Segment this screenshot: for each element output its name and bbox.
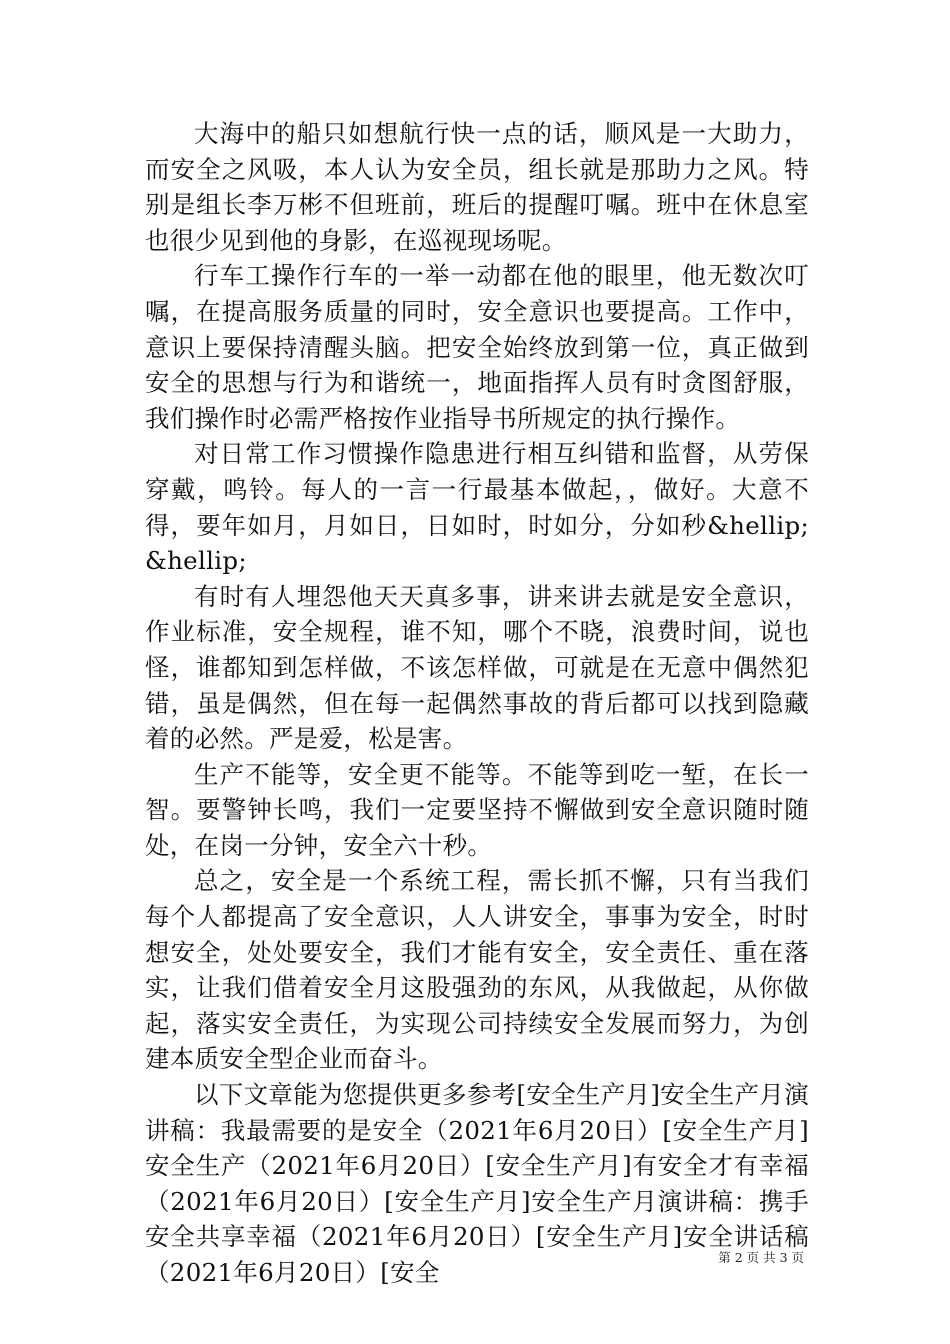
paragraph: 有时有人埋怨他天天真多事，讲来讲去就是安全意识，作业标准，安全规程，谁不知，哪个不晓，浪费时间，说也怪，谁都知到怎样做，不该怎样做，可就是在无意中偶然犯错，虽是偶然，但在每一起偶然事故的背后都可以找到隐藏着的必然。严是爱，松是害。	[145, 581, 809, 754]
paragraph: 总之，安全是一个系统工程，需长抓不懈，只有当我们每个人都提高了安全意识，人人讲安全，事事为安全，时时想安全，处处要安全，我们才能有安全，安全责任、重在落实，让我们借着安全月这股强劲的东风，从我做起，从你做起，落实安全责任，为实现公司持续安全发展而努力，为创建本质安全型企业而奋斗。	[145, 866, 809, 1074]
page-number-footer: 第 2 页 共 3 页	[718, 1250, 804, 1265]
paragraph: 行车工操作行车的一举一动都在他的眼里，他无数次叮嘱，在提高服务质量的同时，安全意识也要提高。工作中，意识上要保持清醒头脑。把安全始终放到第一位，真正做到安全的思想与行为和谐统一，地面指挥人员有时贪图舒服，我们操作时必需严格按作业指导书所规定的执行操作。	[145, 261, 809, 433]
paragraph: 大海中的船只如想航行快一点的话，顺风是一大助力，而安全之风吸，本人认为安全员，组长就是那助力之风。特别是组长李万彬不但班前，班后的提醒叮嘱。班中在休息室也很少见到他的身影，在巡视现场呢。	[145, 119, 809, 255]
paragraph: 以下文章能为您提供更多参考[安全生产月]安全生产月演讲稿：我最需要的是安全（2021年6月20日）[安全生产月]安全生产（2021年6月20日）[安全生产月]有安全才有幸福（2021年6月20日）[安全生产月]安全生产月演讲稿：携手安全共享幸福（2021年6月20日）[安全生产月]安全讲话稿（2021年6月20日）[安全	[145, 1080, 809, 1287]
paragraph: 对日常工作习惯操作隐患进行相互纠错和监督，从劳保穿戴，鸣铃。每人的一言一行最基本做起，，做好。大意不得，要年如月，月如日，日如时，时如分，分如秒&hellip;&hellip;	[145, 439, 809, 576]
document-body	[145, 116, 809, 1291]
paragraph: 生产不能等，安全更不能等。不能等到吃一堑，在长一智。要警钟长鸣，我们一定要坚持不懈做到安全意识随时随处，在岗一分钟，安全六十秒。	[145, 759, 809, 860]
